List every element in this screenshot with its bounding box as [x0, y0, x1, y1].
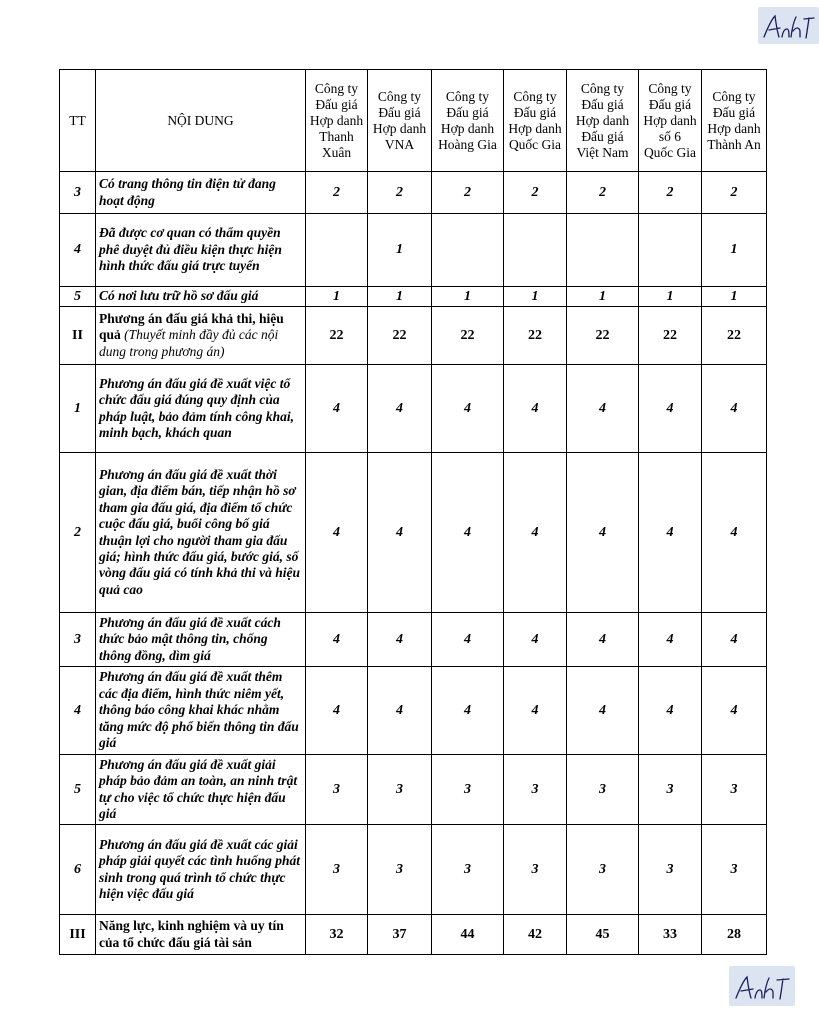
score-cell: 2 [504, 172, 567, 214]
header-company-line: Việt Nam [576, 144, 629, 160]
score-cell: 3 [432, 825, 504, 915]
row-content [96, 287, 306, 307]
score-cell: 4 [567, 453, 639, 613]
score-cell: 4 [368, 613, 432, 667]
score-cell: 1 [504, 287, 567, 307]
row-number: III [60, 915, 96, 955]
score-cell: 4 [504, 453, 567, 613]
score-cell: 4 [306, 365, 368, 453]
score-cell: 45 [567, 915, 639, 955]
table-row [60, 667, 767, 755]
score-cell: 33 [639, 915, 702, 955]
row-number: 3 [60, 613, 96, 667]
row-number: 2 [60, 453, 96, 613]
score-cell: 4 [368, 365, 432, 453]
table-row [60, 365, 767, 453]
score-cell: 4 [504, 365, 567, 453]
header-company-line: Đấu giá [315, 96, 358, 112]
score-cell: 4 [306, 667, 368, 755]
row-content-text: Năng lực, kinh nghiệm và uy tín của tổ chức đấu giá tài sản [99, 918, 284, 950]
score-cell [432, 214, 504, 287]
header-company-line: Hợp danh [372, 120, 427, 136]
header-company-line: Hợp danh [707, 120, 761, 136]
score-cell: 2 [567, 172, 639, 214]
score-cell: 4 [702, 613, 767, 667]
score-cell: 4 [567, 365, 639, 453]
section-row [60, 307, 767, 365]
score-cell: 4 [567, 667, 639, 755]
score-cell: 4 [504, 667, 567, 755]
header-company-7 [702, 70, 767, 172]
row-number: 4 [60, 667, 96, 755]
row-content-text: Phương án đấu giá đề xuất giải pháp bảo đảm an toàn, an ninh trật tự cho việc tổ chức thực hiện đấu giá [99, 756, 298, 821]
score-cell: 3 [702, 755, 767, 825]
score-cell: 22 [702, 307, 767, 365]
score-cell: 1 [639, 287, 702, 307]
row-content [96, 613, 306, 667]
header-tt: TT [60, 70, 96, 172]
header-company-line: Đấu giá [513, 104, 557, 120]
score-cell: 4 [639, 365, 702, 453]
handwritten-signature-icon [758, 7, 819, 44]
score-cell: 3 [306, 755, 368, 825]
score-cell: 28 [702, 915, 767, 955]
row-number: II [60, 307, 96, 365]
score-cell: 4 [432, 453, 504, 613]
row-content-note: (Thuyết minh đầy đủ các nội dung trong phương án) [99, 327, 279, 359]
row-number: 3 [60, 172, 96, 214]
score-cell: 4 [306, 613, 368, 667]
header-company-line: Hợp danh [508, 120, 562, 136]
row-content [96, 453, 306, 613]
header-company-3 [432, 70, 504, 172]
header-company-5 [567, 70, 639, 172]
row-content [96, 172, 306, 214]
score-cell: 22 [432, 307, 504, 365]
score-cell [306, 214, 368, 287]
score-cell: 2 [432, 172, 504, 214]
score-cell: 2 [368, 172, 432, 214]
header-company-line: Hợp danh [575, 112, 630, 128]
row-number: 1 [60, 365, 96, 453]
row-content-text: Phương án đấu giá đề xuất việc tổ chức đấu giá đúng quy định của pháp luật, bảo đảm tính công khai, minh bạch, khách quan [99, 375, 295, 440]
header-company-2 [368, 70, 432, 172]
score-cell: 4 [432, 667, 504, 755]
score-cell: 3 [567, 825, 639, 915]
score-cell: 4 [639, 453, 702, 613]
header-company-line: Hợp danh [309, 112, 364, 128]
row-content-text: Đã được cơ quan có thẩm quyền phê duyệt đủ điều kiện thực hiện hình thức đấu giá trực tuyến [99, 225, 282, 274]
row-number: 4 [60, 214, 96, 287]
row-content-text: Phương án đấu giá đề xuất các giải pháp giải quyết các tình huống phát sinh trong quá trình tổ chức thực hiện việc đấu giá [99, 836, 301, 901]
header-company-line: Đấu giá [581, 96, 624, 112]
score-cell [504, 214, 567, 287]
row-number: 6 [60, 825, 96, 915]
table-row [60, 214, 767, 287]
header-company-4 [504, 70, 567, 172]
score-cell: 3 [702, 825, 767, 915]
header-company-1 [306, 70, 368, 172]
score-cell: 1 [368, 287, 432, 307]
score-cell: 4 [368, 667, 432, 755]
score-cell: 3 [368, 755, 432, 825]
header-company-line: Công ty [580, 80, 625, 96]
header-company-line: Đấu giá [446, 104, 489, 120]
handwritten-signature-icon [729, 966, 795, 1006]
row-content-text: Phương án đấu giá đề xuất thêm các địa điểm, hình thức niêm yết, thông báo công khai khác nhằm tăng mức độ phổ biến thông tin đấu giá [99, 669, 299, 751]
header-company-line: Đấu giá [712, 104, 756, 120]
header-company-line: Công ty [712, 88, 756, 104]
header-company-line: số 6 [658, 128, 682, 144]
score-cell: 2 [639, 172, 702, 214]
row-content-text: Có trang thông tin điện tử đang hoạt động [99, 176, 276, 208]
score-cell: 4 [702, 667, 767, 755]
header-company-line: Công ty [314, 80, 359, 96]
score-cell: 4 [702, 453, 767, 613]
score-cell: 4 [432, 365, 504, 453]
row-content-text: Có nơi lưu trữ hồ sơ đấu giá [99, 288, 259, 304]
score-cell [639, 214, 702, 287]
header-company-line: Công ty [648, 80, 692, 96]
score-cell: 1 [432, 287, 504, 307]
evaluation-table [59, 69, 767, 955]
header-company-line: Hợp danh [643, 112, 697, 128]
score-cell: 3 [567, 755, 639, 825]
score-cell: 4 [306, 453, 368, 613]
table-body [60, 172, 767, 955]
header-company-6 [639, 70, 702, 172]
header-company-line: Công ty [377, 88, 422, 104]
score-cell: 4 [567, 613, 639, 667]
score-cell [567, 214, 639, 287]
table-row [60, 755, 767, 825]
table-row [60, 825, 767, 915]
score-cell: 1 [368, 214, 432, 287]
score-cell: 22 [306, 307, 368, 365]
score-cell: 3 [306, 825, 368, 915]
score-cell: 37 [368, 915, 432, 955]
score-cell: 44 [432, 915, 504, 955]
header-company-line: Hợp danh [440, 120, 495, 136]
row-content [96, 825, 306, 915]
score-cell: 2 [306, 172, 368, 214]
header-company-line: Thanh [319, 128, 354, 144]
signature-stamp-top [758, 7, 819, 44]
header-company-line: Quốc Gia [508, 136, 562, 152]
row-content [96, 667, 306, 755]
score-cell: 22 [639, 307, 702, 365]
score-cell: 22 [504, 307, 567, 365]
table-row [60, 287, 767, 307]
score-cell: 3 [432, 755, 504, 825]
header-company-line: Công ty [513, 88, 557, 104]
score-cell: 2 [702, 172, 767, 214]
score-cell: 4 [504, 613, 567, 667]
section-row [60, 915, 767, 955]
score-cell: 3 [639, 755, 702, 825]
row-content-text: Phương án đấu giá đề xuất cách thức bảo mật thông tin, chống thông đồng, dìm giá [99, 614, 281, 663]
header-content: NỘI DUNG [96, 70, 306, 172]
row-number: 5 [60, 755, 96, 825]
score-cell: 1 [702, 287, 767, 307]
score-cell: 42 [504, 915, 567, 955]
score-cell: 3 [504, 755, 567, 825]
score-cell: 3 [504, 825, 567, 915]
row-content-text: Phương án đấu giá khả thi, hiệu quả [99, 310, 284, 343]
row-content-text: Phương án đấu giá đề xuất thời gian, địa điểm bán, tiếp nhận hồ sơ tham gia đấu giá, địa điểm tổ chức cuộc đấu giá, buổi công bố giá thuận lợi cho người tham gia đấu giá; hình thức đấu giá, bước giá, số vòng đấu giá có tính khả thi và hiệu quả cao [99, 466, 301, 597]
header-company-line: Xuân [321, 144, 352, 160]
score-cell: 3 [368, 825, 432, 915]
header-company-line: Công ty [445, 88, 490, 104]
table-row [60, 453, 767, 613]
score-cell: 3 [639, 825, 702, 915]
score-cell: 32 [306, 915, 368, 955]
table-row [60, 172, 767, 214]
row-content [96, 214, 306, 287]
table-row [60, 613, 767, 667]
header-company-line: Hoàng Gia [438, 136, 497, 152]
score-cell: 1 [702, 214, 767, 287]
header-company-line: VNA [384, 136, 415, 152]
score-cell: 22 [368, 307, 432, 365]
score-cell: 4 [702, 365, 767, 453]
score-cell: 4 [368, 453, 432, 613]
score-cell: 22 [567, 307, 639, 365]
header-company-line: Đấu giá [378, 104, 421, 120]
table-header-row [60, 70, 767, 172]
header-company-line: Thành An [707, 136, 761, 152]
header-company-line: Quốc Gia [643, 144, 697, 160]
score-cell: 1 [306, 287, 368, 307]
score-cell: 4 [432, 613, 504, 667]
row-content [96, 755, 306, 825]
row-content [96, 365, 306, 453]
signature-stamp-bottom [729, 966, 795, 1006]
row-number: 5 [60, 287, 96, 307]
header-company-line: Đấu giá [581, 128, 624, 144]
score-cell: 4 [639, 613, 702, 667]
row-content [96, 915, 306, 955]
header-company-line: Đấu giá [648, 96, 692, 112]
score-cell: 1 [567, 287, 639, 307]
score-cell: 4 [639, 667, 702, 755]
row-content [96, 307, 306, 365]
